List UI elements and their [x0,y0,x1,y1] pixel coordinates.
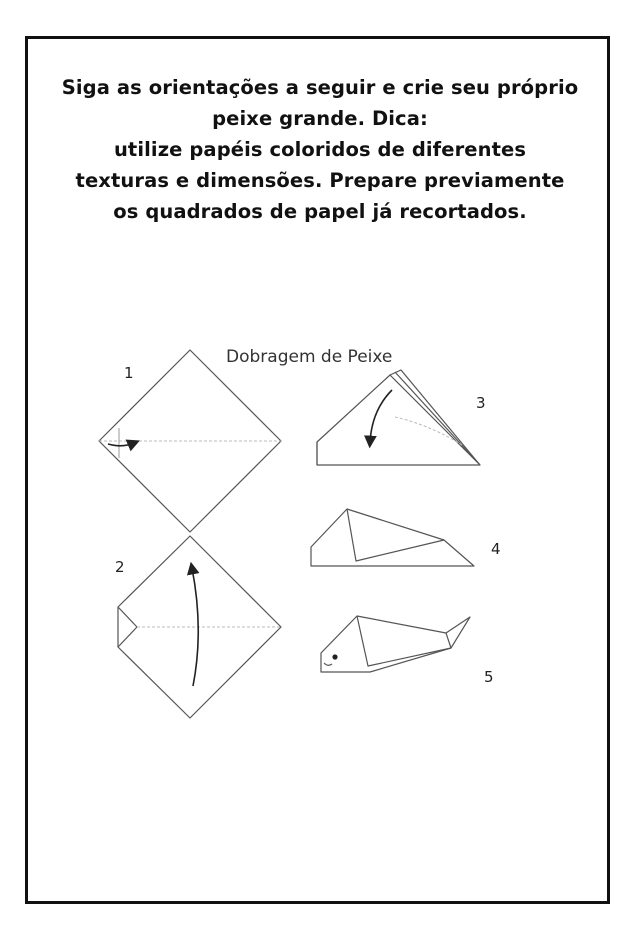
instructions-line-4: texturas e dimensões. Prepare previamente [75,169,565,192]
step-2-number: 2 [115,558,125,576]
step-5-fish-body [321,616,470,672]
step-1-number: 1 [124,364,134,382]
instructions-line-1: Siga as orientações a seguir e crie seu próprio [61,76,579,99]
step-3 [317,370,486,465]
step-4-shape [311,509,474,566]
diagram-title: Dobragem de Peixe [226,347,393,367]
step-2-small-fold [118,607,137,647]
step-5 [321,616,494,686]
instructions-line-3: utilize papéis coloridos de diferentes [113,138,527,161]
step-5-tail-line [446,633,451,648]
step-1 [99,350,281,532]
step-2 [115,536,281,718]
fish-mouth-icon [324,663,332,665]
step-5-number: 5 [484,668,494,686]
fish-eye-icon [332,654,337,659]
instructions-line-2: peixe grande. Dica: [212,107,428,130]
instructions-line-5: os quadrados de papel já recortados. [113,200,527,223]
step-4 [311,509,501,566]
step-3-number: 3 [476,394,486,412]
step-4-number: 4 [491,540,501,558]
step-3-arrow-icon [370,390,392,442]
step-1-arrow-icon [108,443,134,446]
step-3-layer-line [395,372,480,465]
step-5-inner-fold [357,616,451,666]
step-3-shape [317,375,480,465]
